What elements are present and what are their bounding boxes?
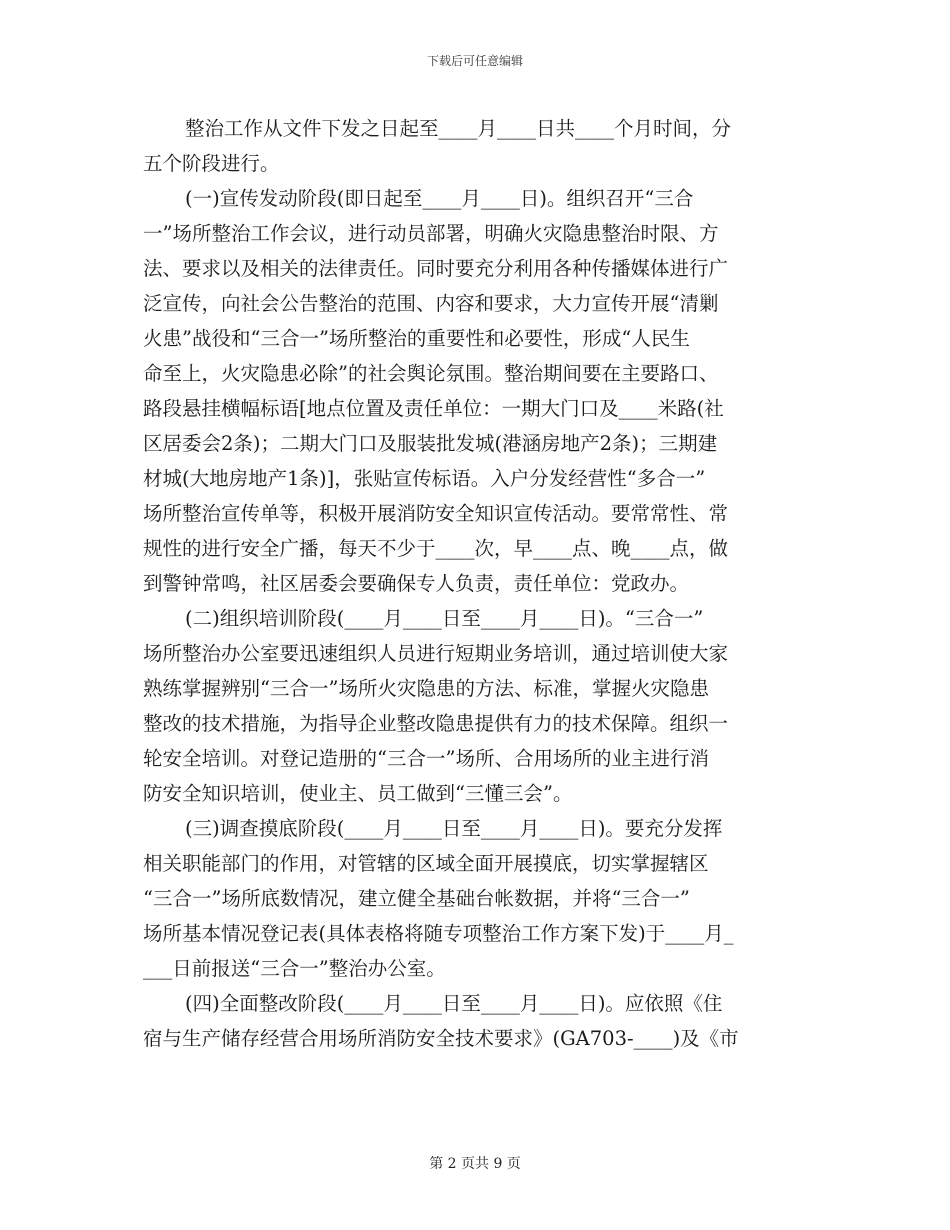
text-line: 规性的进行安全广播，每天不少于____次，早____点、晚____点，做 [143, 537, 729, 560]
text-line: 路段悬挂横幅标语[地点位置及责任单位：一期大门口及____米路(社 [143, 397, 724, 420]
paragraph-first-line: (二)组织培训阶段(____月____日至____月____日)。“三合一” [185, 607, 704, 630]
page-footer: 第 2 页共 9 页 [429, 1156, 521, 1172]
text-line: 五个阶段进行。 [143, 152, 280, 175]
text-line: 场所整治宣传单等，积极开展消防安全知识宣传活动。要常常性、常 [143, 502, 729, 525]
text-line: 命至上，火灾隐患必除”的社会舆论氛围。整治期间要在主要路口、 [143, 362, 719, 385]
page-header: 下载后可任意编辑 [426, 54, 523, 68]
text-line: 法、要求以及相关的法律责任。同时要充分利用各种传播媒体进行广 [143, 257, 729, 280]
text-line: 到警钟常鸣，社区居委会要确保专人负责，责任单位：党政办。 [143, 572, 690, 595]
text-line: 一”场所整治工作会议，进行动员部署，明确火灾隐患整治时限、方 [143, 222, 719, 245]
text-line: 区居委会2条)；二期大门口及服装批发城(港涵房地产2条)；三期建 [143, 432, 718, 455]
text-line: ___日前报送“三合一”整治办公室。 [143, 957, 446, 980]
text-line: 防安全知识培训，使业主、员工做到“三懂三会”。 [143, 782, 573, 805]
paragraph-first-line: (三)调查摸底阶段(____月____日至____月____日)。要充分发挥 [185, 817, 723, 840]
text-line: 火患”战役和“三合一”场所整治的重要性和必要性，形成“人民生 [143, 327, 690, 350]
text-line: 熟练掌握辨别“三合一”场所火灾隐患的方法、标准，掌握火灾隐患 [143, 677, 709, 700]
text-line: 宿与生产储存经营合用场所消防安全技术要求》(GA703-____)及《市 [143, 1027, 739, 1050]
text-line: 轮安全培训。对登记造册的“三合一”场所、合用场所的业主进行消 [143, 747, 709, 770]
text-line: 泛宣传，向社会公告整治的范围、内容和要求，大力宣传开展“清剿 [143, 292, 719, 315]
paragraph-first-line: (一)宣传发动阶段(即日起至____月____日)。组织召开“三合 [185, 187, 694, 210]
text-line: 场所整治办公室要迅速组织人员进行短期业务培训，通过培训使大家 [143, 642, 729, 665]
paragraph-first-line: (四)全面整改阶段(____月____日至____月____日)。应依照《住 [185, 992, 723, 1015]
text-line: 材城(大地房地产1条)]，张贴宣传标语。入户分发经营性“多合一” [143, 467, 706, 490]
text-line: 整改的技术措施，为指导企业整改隐患提供有力的技术保障。组织一 [143, 712, 729, 735]
text-line: 相关职能部门的作用，对管辖的区域全面开展摸底，切实掌握辖区 [143, 852, 709, 875]
document-body [143, 111, 810, 1056]
text-line: “三合一”场所底数情况，建立健全基础台帐数据，并将“三合一” [143, 887, 690, 910]
text-line: 场所基本情况登记表(具体表格将随专项整治工作方案下发)于____月_ [143, 922, 734, 945]
paragraph-first-line: 整治工作从文件下发之日起至____月____日共____个月时间，分 [185, 117, 732, 140]
